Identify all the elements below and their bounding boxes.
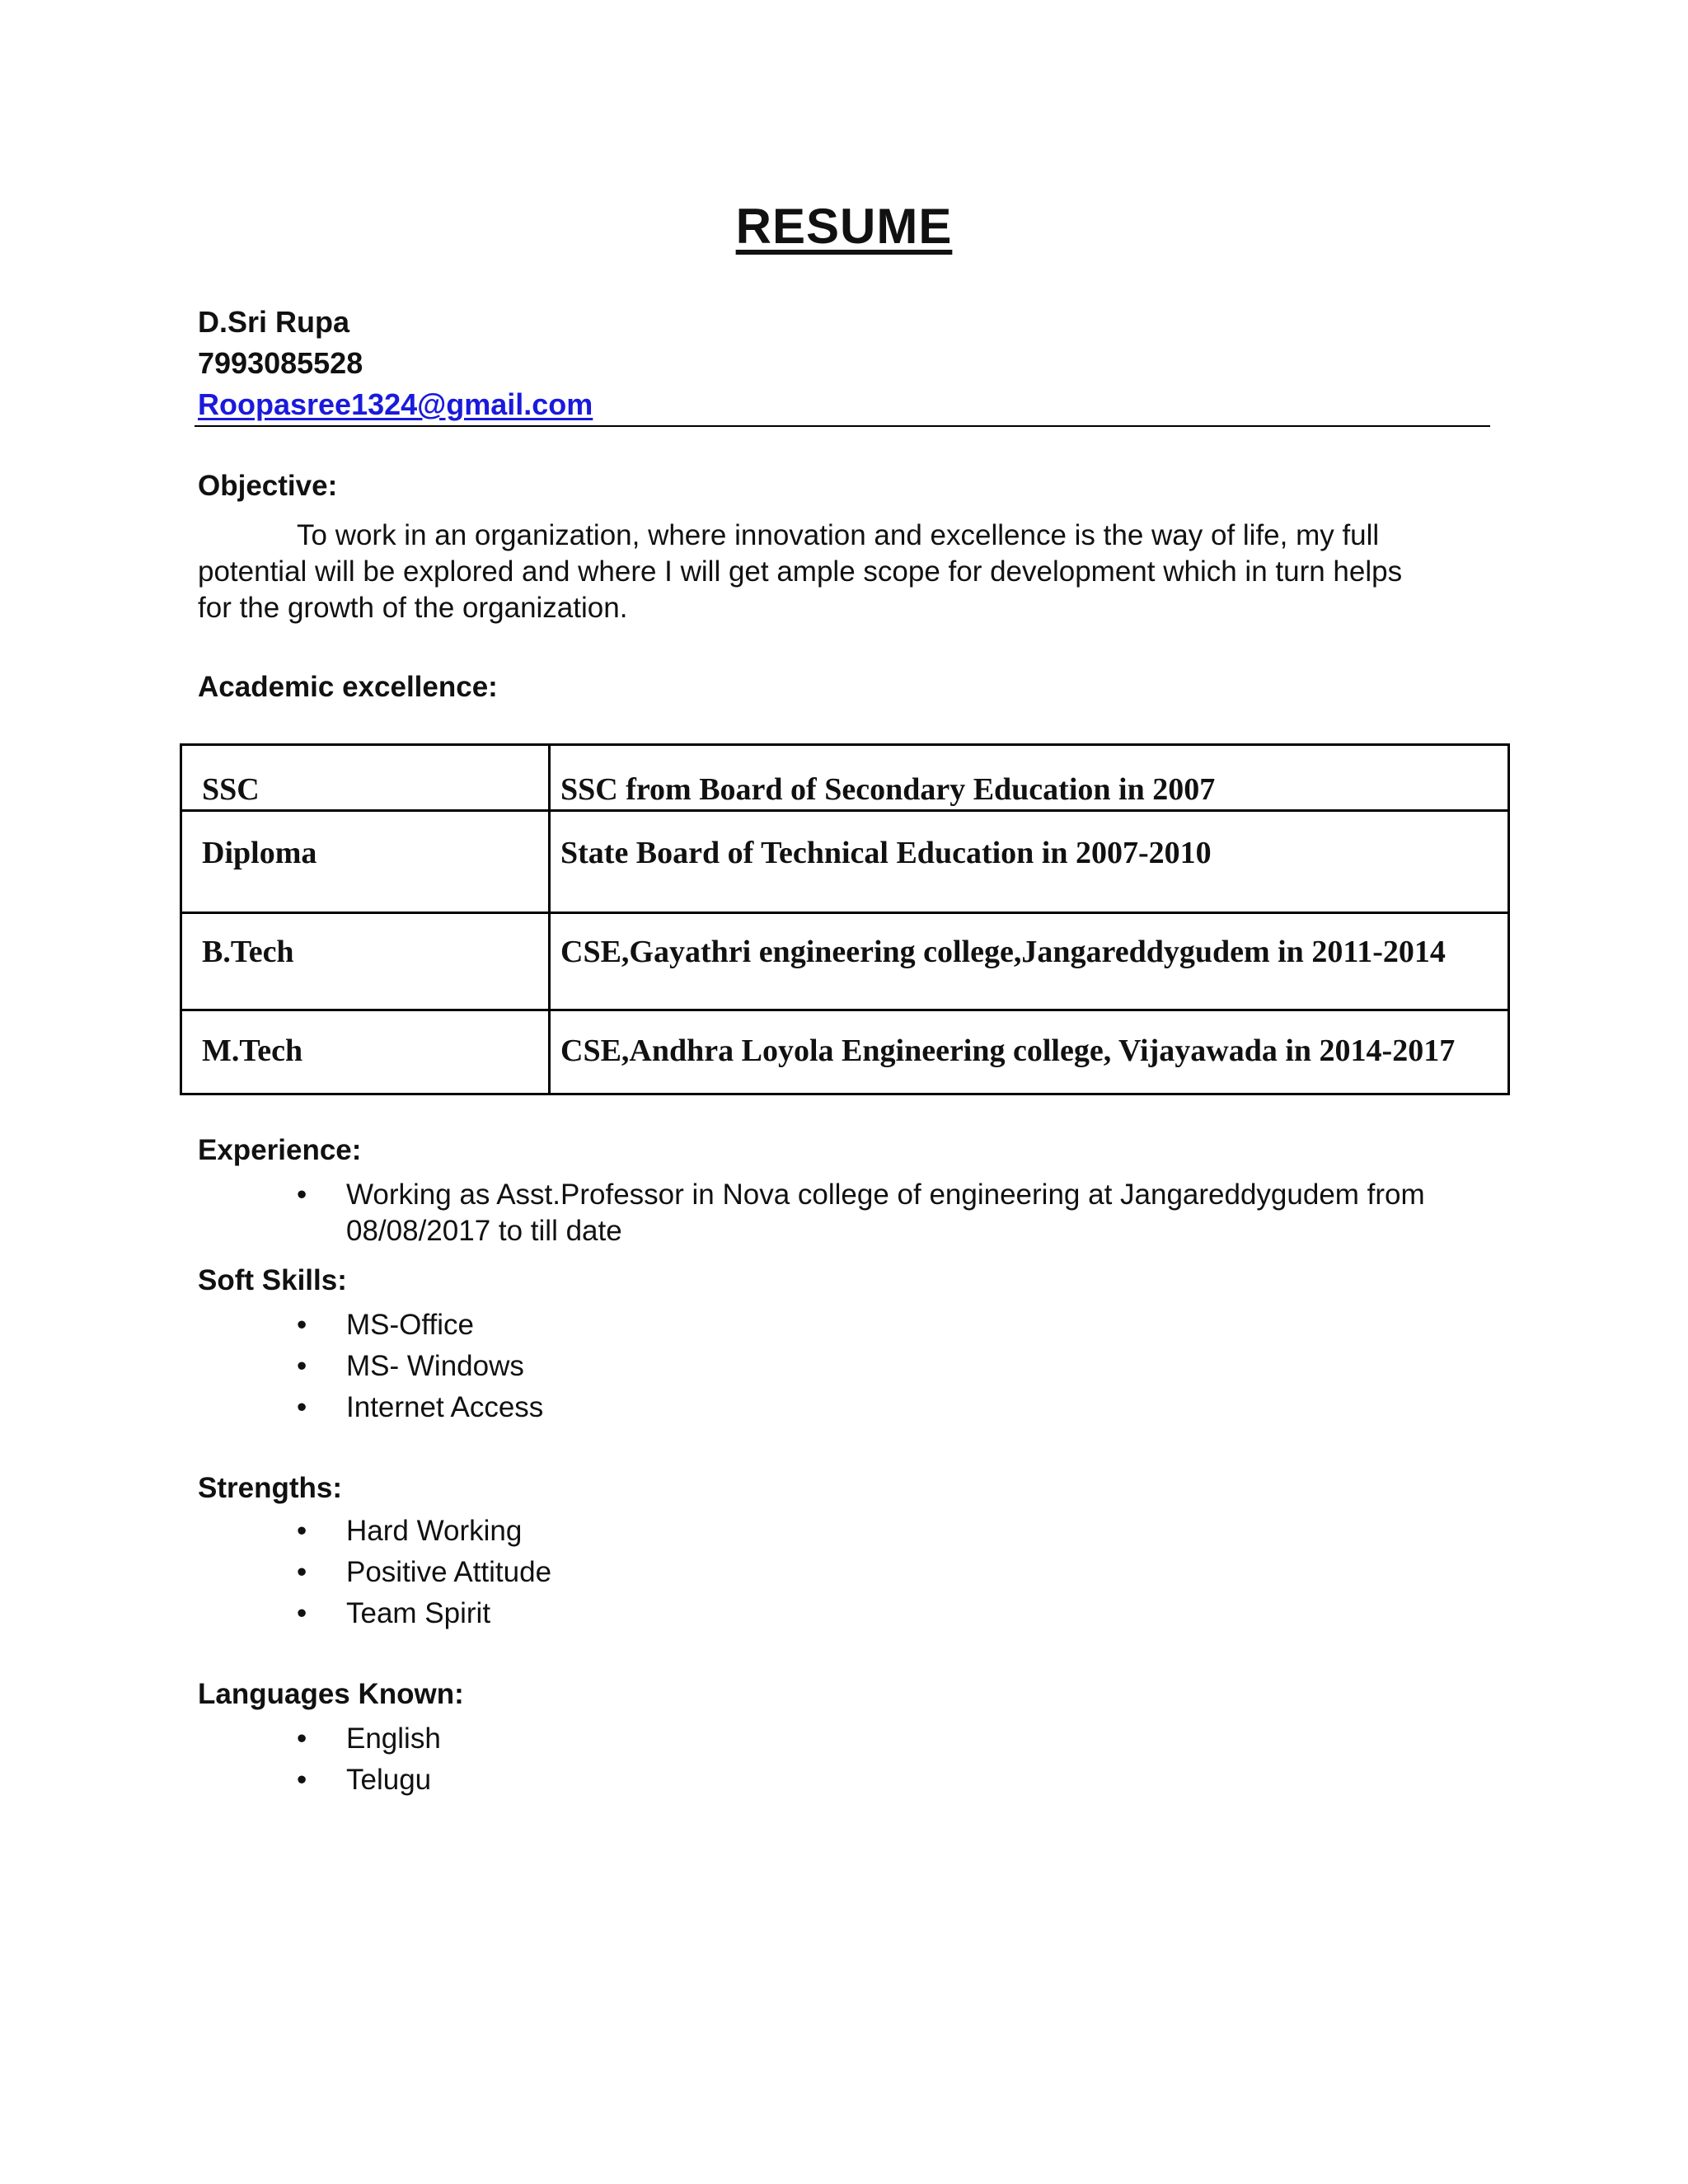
academic-detail: CSE,Andhra Loyola Engineering college, Vijayawada in 2014-2017 <box>550 1010 1509 1094</box>
objective-text: To work in an organization, where innovation and excellence is the way of life, my full potential will be explored and where I will get ample scope for development which in turn helps for the growth of the organization. <box>198 519 1403 624</box>
academic-level: SSC <box>181 745 550 811</box>
candidate-email-link[interactable]: Roopasree1324@gmail.com <box>198 387 593 421</box>
soft-skills-list <box>297 1307 543 1431</box>
table-row <box>181 913 1509 1010</box>
page-title: RESUME <box>735 199 953 254</box>
table-row <box>181 811 1509 913</box>
bullet-icon: • <box>297 1391 307 1423</box>
list-item: • MS-Office <box>297 1307 543 1343</box>
bullet-icon: • <box>297 1556 307 1588</box>
list-item: • English <box>297 1721 441 1757</box>
candidate-phone: 7993085528 <box>198 346 363 380</box>
academic-level: B.Tech <box>181 913 550 1010</box>
list-item: • Team Spirit <box>297 1596 551 1632</box>
candidate-name: D.Sri Rupa <box>198 305 350 339</box>
strengths-heading: Strengths: <box>198 1472 342 1504</box>
academic-table <box>180 743 1510 1095</box>
list-item: • Telugu <box>297 1762 441 1798</box>
bullet-icon: • <box>297 1350 307 1382</box>
academic-detail: CSE,Gayathri engineering college,Jangareddygudem in 2011-2014 <box>550 913 1509 1010</box>
bullet-icon: • <box>297 1722 307 1755</box>
academic-level: Diploma <box>181 811 550 913</box>
academic-detail: State Board of Technical Education in 2007-2010 <box>550 811 1509 913</box>
bullet-icon: • <box>297 1179 307 1211</box>
bullet-icon: • <box>297 1764 307 1796</box>
languages-heading: Languages Known: <box>198 1678 464 1710</box>
contact-block <box>198 302 593 425</box>
strengths-list <box>297 1513 551 1637</box>
table-row <box>181 1010 1509 1094</box>
header-divider <box>195 425 1490 427</box>
academic-detail: SSC from Board of Secondary Education in 2007 <box>550 745 1509 811</box>
list-item: • Working as Asst.Professor in Nova college of engineering at Jangareddygudem from 08/08/2017 to till date <box>297 1179 1425 1247</box>
table-row <box>181 745 1509 811</box>
bullet-icon: • <box>297 1597 307 1629</box>
experience-heading: Experience: <box>198 1134 362 1166</box>
bullet-icon: • <box>297 1515 307 1547</box>
languages-list <box>297 1721 441 1803</box>
list-item: • Hard Working <box>297 1513 551 1549</box>
academic-heading: Academic excellence: <box>198 671 498 703</box>
experience-list <box>297 1177 1451 1254</box>
list-item: • Internet Access <box>297 1390 543 1426</box>
list-item: • MS- Windows <box>297 1348 543 1385</box>
academic-level: M.Tech <box>181 1010 550 1094</box>
bullet-icon: • <box>297 1309 307 1341</box>
objective-heading: Objective: <box>198 470 338 502</box>
soft-skills-heading: Soft Skills: <box>198 1264 347 1296</box>
list-item: • Positive Attitude <box>297 1554 551 1591</box>
